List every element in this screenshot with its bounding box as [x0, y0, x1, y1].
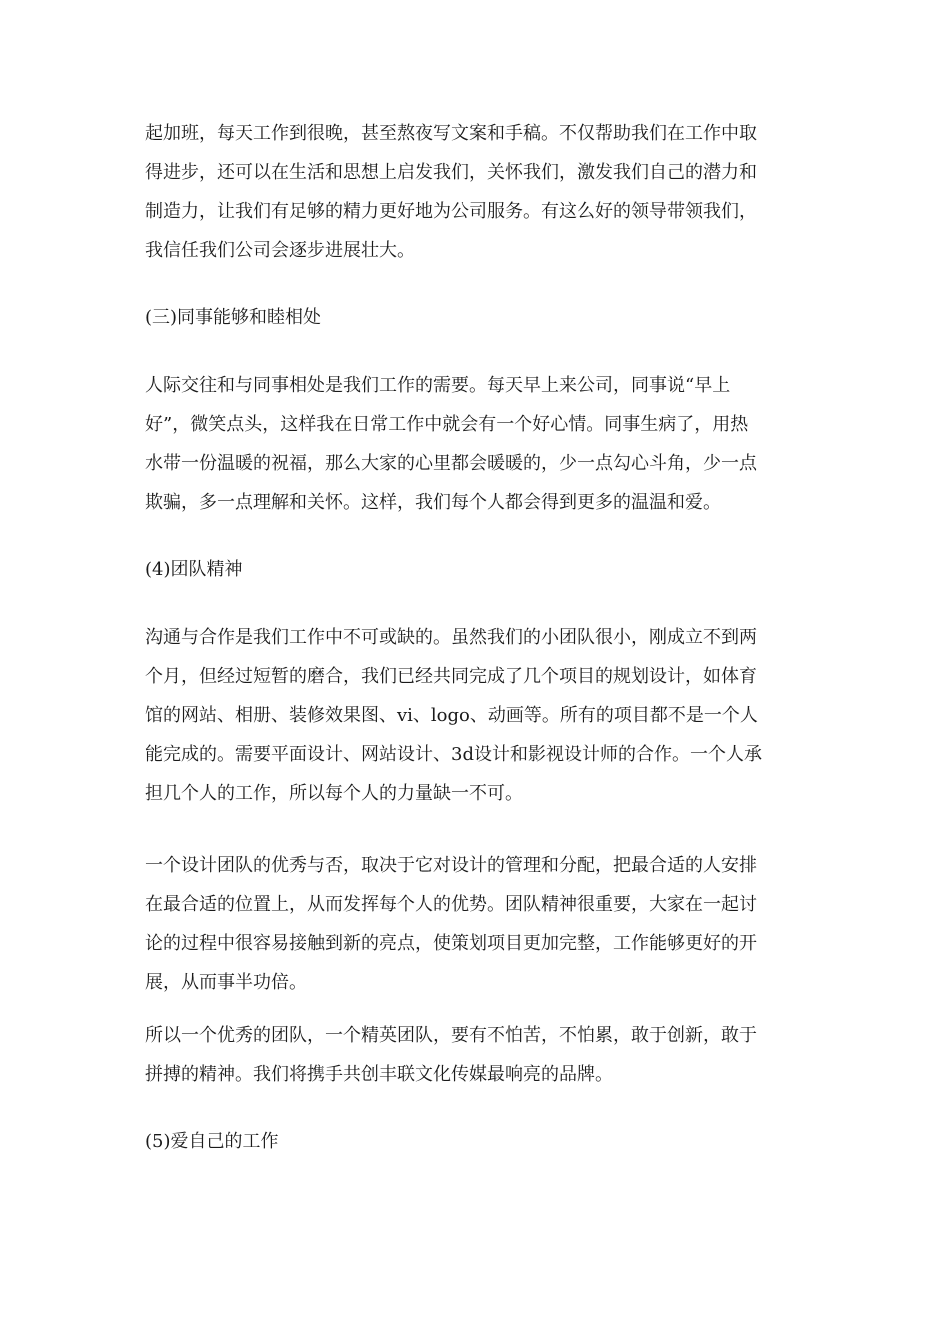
text-line: 能完成的。需要平面设计、网站设计、3d设计和影视设计师的合作。一个人承 — [145, 744, 762, 765]
text-line: 制造力，让我们有足够的精力更好地为公司服务。有这么好的领导带领我们， — [145, 201, 757, 222]
paragraph-team-quality — [145, 846, 805, 1002]
text-line: 馆的网站、相册、装修效果图、vi、logo、动画等。所有的项目都不是一个人 — [145, 705, 758, 726]
text-line: 所以一个优秀的团队，一个精英团队，要有不怕苦，不怕累，敢于创新，敢于 — [145, 1025, 757, 1046]
text-line: 水带一份温暖的祝福，那么大家的心里都会暖暖的，少一点勾心斗角，少一点 — [145, 453, 757, 474]
text-line: 担几个人的工作，所以每个人的力量缺一不可。 — [145, 783, 523, 804]
heading-colleagues — [145, 298, 805, 337]
heading-team-spirit — [145, 550, 805, 589]
text-line: 拼搏的精神。我们将携手共创丰联文化传媒最响亮的品牌。 — [145, 1064, 613, 1085]
text-line: 起加班，每天工作到很晚，甚至熬夜写文案和手稿。不仅帮助我们在工作中取 — [145, 123, 757, 144]
text-line: 一个设计团队的优秀与否，取决于它对设计的管理和分配，把最合适的人安排 — [145, 855, 757, 876]
text-line: 欺骗，多一点理解和关怀。这样，我们每个人都会得到更多的温温和爱。 — [145, 492, 721, 513]
text-line: 好”，微笑点头，这样我在日常工作中就会有一个好心情。同事生病了，用热 — [145, 414, 749, 435]
text-line: 我信任我们公司会逐步进展壮大。 — [145, 240, 415, 261]
paragraph-leadership — [145, 114, 805, 270]
heading-love-work — [145, 1122, 805, 1161]
text-line: 沟通与合作是我们工作中不可或缺的。虽然我们的小团队很小，刚成立不到两 — [145, 627, 757, 648]
text-line: 展，从而事半功倍。 — [145, 972, 307, 993]
paragraph-colleagues — [145, 366, 805, 522]
paragraph-communication — [145, 618, 805, 813]
section-heading: (三)同事能够和睦相处 — [145, 307, 322, 328]
text-line: 得进步，还可以在生活和思想上启发我们，关怀我们，激发我们自己的潜力和 — [145, 162, 757, 183]
text-line: 论的过程中很容易接触到新的亮点，使策划项目更加完整，工作能够更好的开 — [145, 933, 757, 954]
text-line: 人际交往和与同事相处是我们工作的需要。每天早上来公司，同事说“早上 — [145, 375, 731, 396]
text-line: 在最合适的位置上，从而发挥每个人的优势。团队精神很重要，大家在一起讨 — [145, 894, 757, 915]
text-line: 个月，但经过短暂的磨合，我们已经共同完成了几个项目的规划设计，如体育 — [145, 666, 757, 687]
section-heading: (4)团队精神 — [145, 559, 243, 580]
section-heading: (5)爱自己的工作 — [145, 1131, 279, 1152]
paragraph-elite-team — [145, 1016, 805, 1094]
